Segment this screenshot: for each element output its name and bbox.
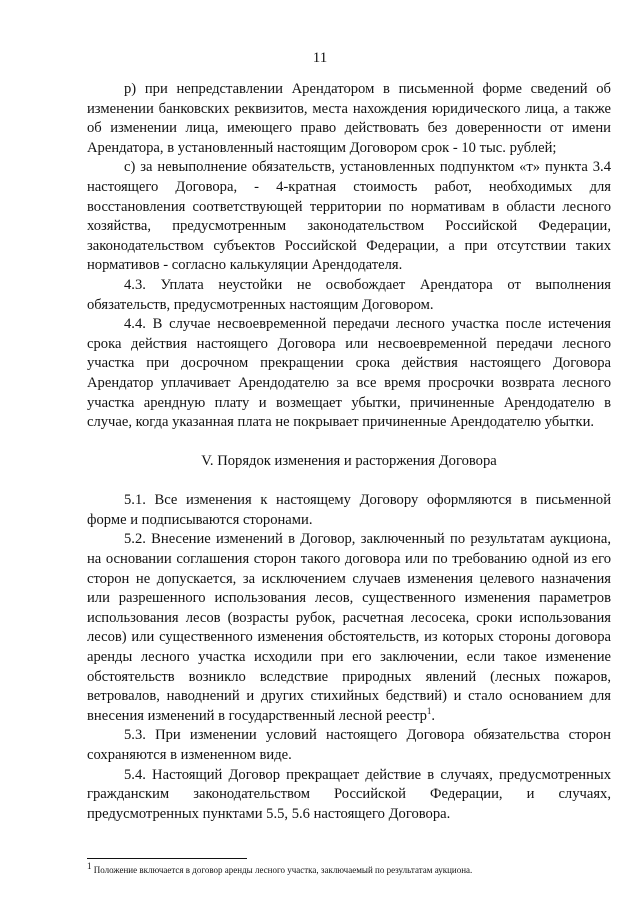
document-body (87, 80, 611, 824)
paragraph-r-bank-details: р) при непредставлении Арендатором в письменной форме сведений об изменении банковских реквизитов, места нахождения юридического лица, а также об изменении лица, имеющего право действовать без доверенности от имени Арендатора, в установленный настоящим Договором срок - 10 тыс. рублей; (87, 81, 611, 156)
paragraph-5-3: 5.3. При изменении условий настоящего Договора обязательства сторон сохраняются в измененном виде. (87, 727, 611, 763)
paragraph-5-4: 5.4. Настоящий Договор прекращает действие в случаях, предусмотренных гражданским законодательством Российской Федерации, и случаях, предусмотренных пунктами 5.5, 5.6 настоящего Договора. (87, 766, 611, 822)
footnote-separator (87, 858, 247, 859)
page-number: 11 (312, 50, 328, 66)
paragraph-5-2 (87, 530, 611, 726)
paragraph-4-3: 4.3. Уплата неустойки не освобождает Арендатора от выполнения обязательств, предусмотренных настоящим Договором. (87, 276, 611, 313)
paragraph-4-4: 4.4. В случае несвоевременной передачи лесного участка после истечения срока действия настоящего Договора или несвоевременной передачи лесного участка при досрочном прекращении срока действия настоящего Договора Арендатор уплачивает Арендодателю за все время просрочки возврата лесного участка арендную плату и возмещает убытки, причиненные Арендодателю в случае, когда указанная плата не покрывает причиненные Арендодателю убытки. (87, 316, 611, 431)
paragraph-5-2-end: . (431, 707, 436, 724)
paragraph-s-restoration-penalty: с) за невыполнение обязательств, установленных подпунктом «т» пункта 3.4 настоящего Договора, - 4-кратная стоимость работ, необходимых для восстановления соответствующей территории по нормативам в области лесного хозяйства, предусмотренным законодательством Российской Федерации, законодательством субъектов Российской Федерации, а при отсутствии таких нормативов - согласно калькуляции Арендодателя. (87, 159, 611, 274)
footnote-reference: 1 (426, 705, 432, 716)
paragraph-5-2-text: 5.2. Внесение изменений в Договор, заключенный по результатам аукциона, на основании соглашения сторон такого договора или по требованию одной из его сторон не допускается, за исключением случаев изменения целевого назначения или разрешенного использования лесов, существенного изменения параметров использования лесов (возрасты рубок, расчетная лесосека, сроки использования лесов) или существенного изменения обстоятельств, из которых стороны договора аренды лесного участка исходили при его заключении, если такое изменение обстоятельств возникло вследствие природных явлений (лесных пожаров, ветровалов, наводнений и других стихийных бедствий) и стало основанием для внесения изменений в государственный лесной реестр (87, 531, 611, 724)
footnote (87, 861, 617, 876)
footnote-marker: 1 (87, 861, 92, 871)
footnote-text: Положение включается в договор аренды лесного участка, заключаемый по результатам аукциона. (91, 865, 473, 875)
paragraph-5-1: 5.1. Все изменения к настоящему Договору оформляются в письменной форме и подписываются сторонами. (87, 492, 611, 528)
section-heading: V. Порядок изменения и расторжения Договора (201, 452, 497, 469)
